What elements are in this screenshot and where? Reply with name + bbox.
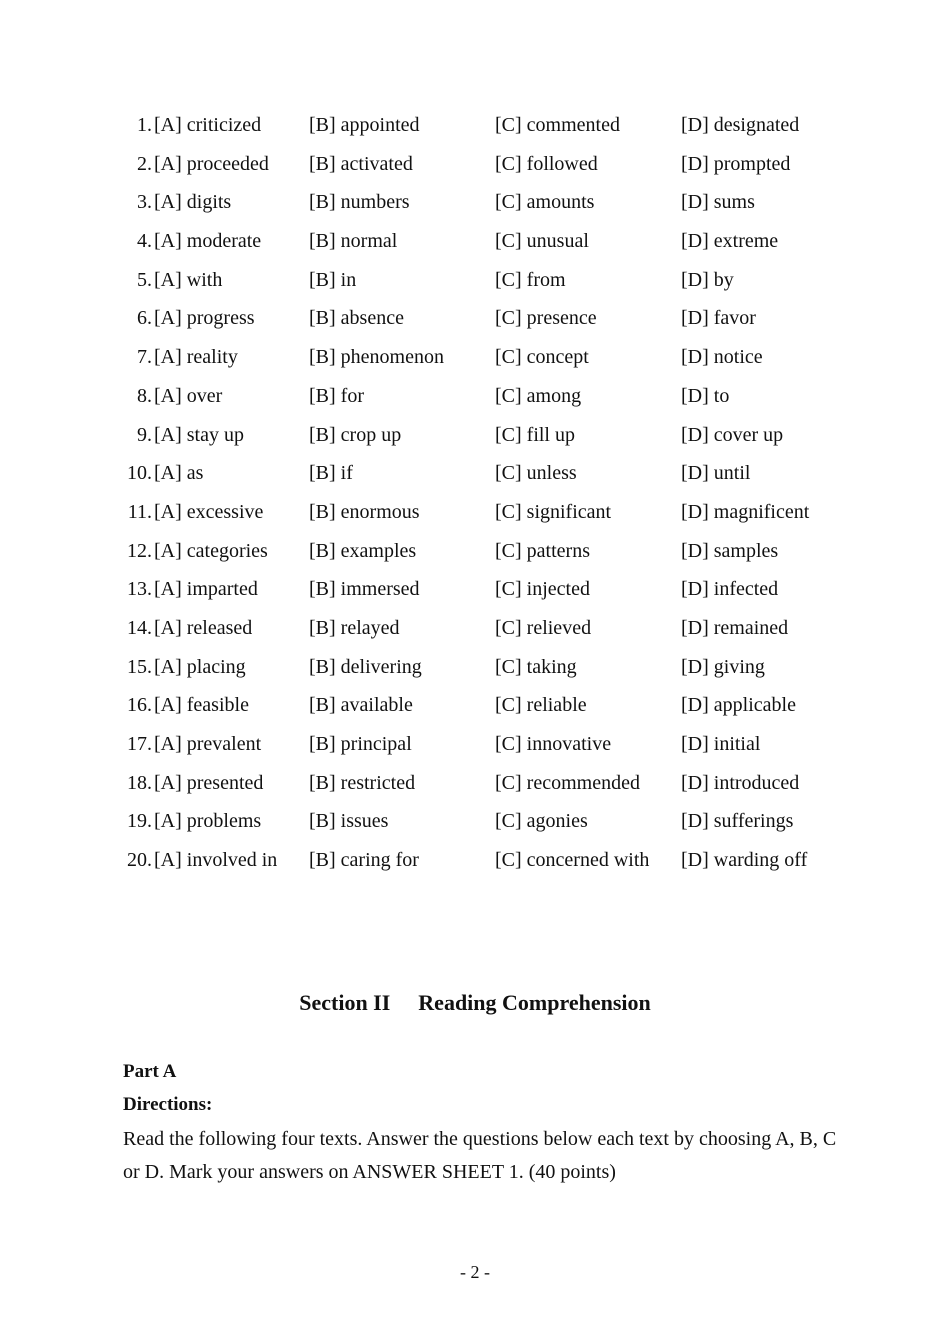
option-c: [C] injected [495,578,590,601]
option-a: [A] imparted [154,578,258,601]
option-d: [D] applicable [681,694,796,717]
option-d: [D] warding off [681,849,808,872]
option-b: [B] activated [309,152,413,175]
option-d: [D] cover up [681,423,784,446]
option-b: [B] phenomenon [309,346,444,369]
option-c: [C] relieved [495,616,592,639]
option-d: [D] samples [681,539,779,562]
option-b: [B] crop up [309,423,402,446]
question-number: 2. [137,152,152,175]
option-c: [C] agonies [495,810,588,833]
option-d: [D] remained [681,616,789,639]
option-c: [C] innovative [495,733,612,755]
option-a: [A] stay up [154,423,244,446]
option-d: [D] prompted [681,152,791,175]
option-b: [B] examples [309,539,417,562]
option-b: [B] in [309,268,357,291]
option-c: [C] among [495,384,582,407]
option-a: [A] reality [154,346,238,369]
option-b: [B] relayed [309,616,400,639]
option-a: [A] problems [154,810,262,833]
option-a: [A] proceeded [154,152,269,175]
option-a: [A] released [154,616,253,639]
option-b: [B] numbers [309,191,410,214]
option-d: [D] sufferings [681,810,794,833]
page-number: - 2 - [460,1262,490,1282]
question-number: 6. [137,307,152,330]
option-d: [D] designated [681,114,800,136]
question-number: 19. [127,810,152,833]
option-b: [B] principal [309,733,412,755]
option-d: [D] to [681,384,730,407]
option-d: [D] introduced [681,771,800,794]
section-title [0,990,950,1016]
option-d: [D] giving [681,655,765,678]
option-c: [C] concerned with [495,849,650,872]
question-number: 14. [127,616,152,639]
option-a: [A] feasible [154,694,249,717]
section-number: Section II [299,990,391,1015]
question-number: 17. [127,733,152,755]
question-number: 20. [127,849,152,872]
section-heading: Reading Comprehension [418,990,651,1015]
option-a: [A] digits [154,191,232,214]
option-c: [C] followed [495,152,598,175]
option-b: [B] available [309,694,413,717]
option-b: [B] normal [309,230,398,253]
option-c: [C] recommended [495,771,640,794]
directions-text: Read the following four texts. Answer the questions below each text by choosing A, B, C or D. Mark your answers on ANSWER SHEET 1. (40 points) [123,1128,837,1183]
option-b: [B] if [309,462,353,485]
option-a: [A] with [154,268,223,291]
question-number: 12. [127,539,152,562]
option-c: [C] fill up [495,423,575,446]
option-a: [A] moderate [154,230,262,253]
option-d: [D] favor [681,307,756,330]
question-number: 7. [137,346,152,369]
question-number: 15. [127,655,152,678]
option-c: [C] significant [495,500,612,523]
option-b: [B] caring for [309,849,419,872]
option-a: [A] placing [154,655,246,678]
question-number: 9. [137,423,152,446]
option-c: [C] presence [495,307,597,330]
question-number: 13. [127,578,152,601]
question-number: 4. [137,230,152,253]
option-a: [A] prevalent [154,733,262,755]
option-a: [A] involved in [154,849,278,872]
option-a: [A] progress [154,307,255,330]
option-b: [B] restricted [309,771,416,794]
option-a: [A] excessive [154,500,264,523]
option-d: [D] magnificent [681,500,810,523]
option-b: [B] appointed [309,114,420,136]
option-d: [D] sums [681,191,755,214]
option-c: [C] amounts [495,191,595,214]
option-b: [B] for [309,384,364,407]
part-heading: Part A [123,1061,177,1082]
option-a: [A] categories [154,539,268,562]
option-c: [C] concept [495,346,589,369]
option-b: [B] enormous [309,500,420,523]
question-number: 8. [137,384,152,407]
option-c: [C] patterns [495,539,590,562]
option-d: [D] until [681,462,751,485]
option-d: [D] extreme [681,230,779,253]
option-c: [C] unusual [495,230,589,253]
option-b: [B] immersed [309,578,420,601]
option-a: [A] criticized [154,114,262,136]
question-number: 11. [127,500,152,523]
option-d: [D] infected [681,578,779,601]
question-number: 1. [137,114,152,136]
option-a: [A] presented [154,771,264,794]
option-b: [B] absence [309,307,404,330]
question-number: 3. [137,191,152,214]
option-c: [C] from [495,268,566,291]
question-number: 10. [127,462,152,485]
option-c: [C] unless [495,462,577,485]
directions-label: Directions: [123,1094,213,1115]
option-d: [D] initial [681,733,761,755]
option-c: [C] taking [495,655,577,678]
option-b: [B] issues [309,810,389,833]
question-number: 18. [127,771,152,794]
option-c: [C] commented [495,114,620,136]
option-b: [B] delivering [309,655,422,678]
option-c: [C] reliable [495,694,587,717]
question-number: 16. [127,694,152,717]
option-a: [A] as [154,462,204,485]
option-d: [D] by [681,268,734,291]
question-number: 5. [137,268,152,291]
option-d: [D] notice [681,346,763,369]
option-a: [A] over [154,384,223,407]
